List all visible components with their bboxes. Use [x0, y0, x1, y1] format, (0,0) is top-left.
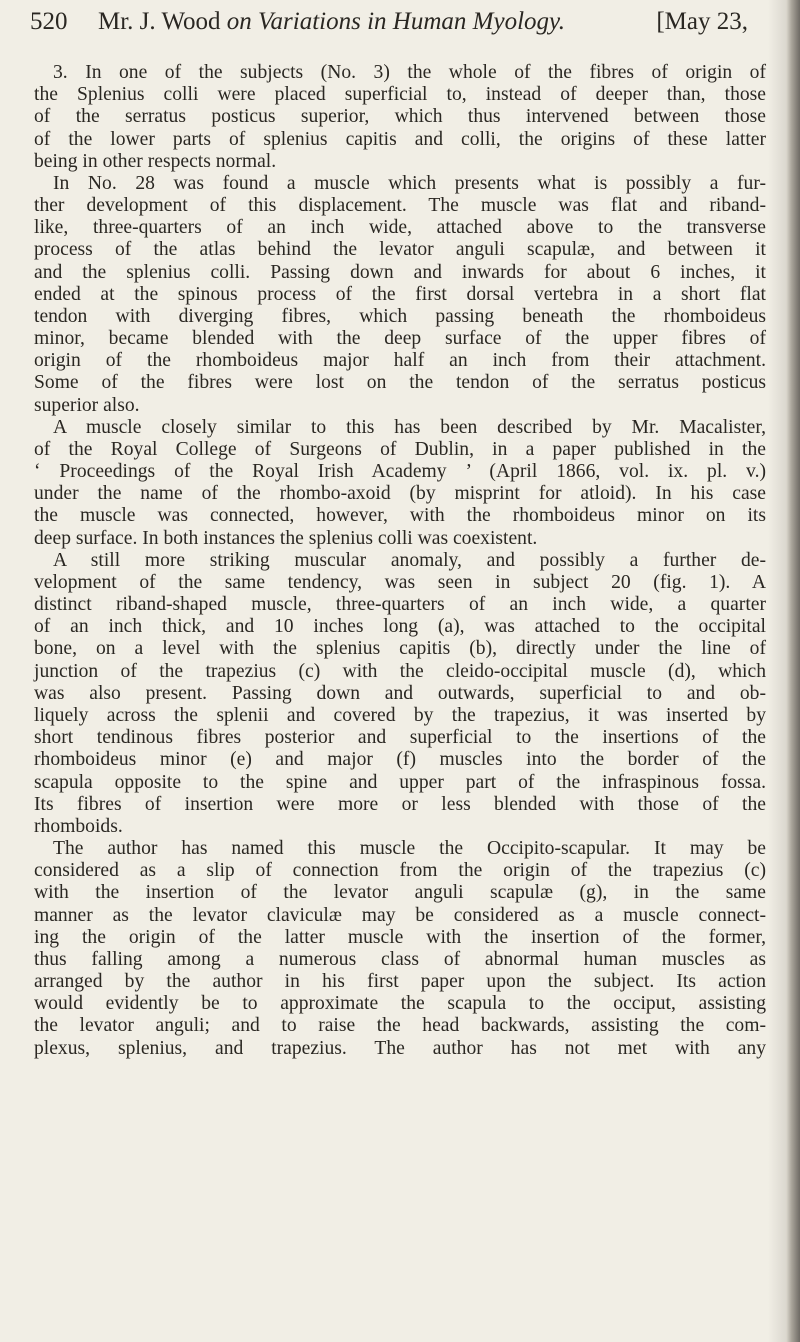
- body-text: [34, 62, 766, 1060]
- text-line: minor, became blended with the deep surface of the upper fibres of: [34, 328, 766, 350]
- text-line: ther development of this displacement. The muscle was flat and riband-: [34, 195, 766, 217]
- text-line: like, three-quarters of an inch wide, attached above to the transverse: [34, 217, 766, 239]
- text-line: origin of the rhomboideus major half an inch from their attachment.: [34, 350, 766, 372]
- text-line: was also present. Passing down and outwards, superficial to and ob-: [34, 682, 766, 704]
- text-line: tendon with diverging fibres, which passing beneath the rhomboideus: [34, 305, 766, 327]
- text-line: 3. In one of the subjects (No. 3) the whole of the fibres of origin of: [53, 62, 766, 83]
- text-line: manner as the levator claviculæ may be considered as a muscle connect-: [34, 904, 766, 926]
- text-line: Its fibres of insertion were more or less blended with those of the: [34, 793, 766, 815]
- book-edge: [786, 0, 800, 1342]
- text-line: ing the origin of the latter muscle with the insertion of the former,: [34, 926, 766, 948]
- text-line: A still more striking muscular anomaly, and possibly a further de-: [53, 549, 766, 571]
- text-line: superior also.: [34, 394, 140, 416]
- running-title: [98, 4, 565, 40]
- text-line: short tendinous fibres posterior and superficial to the insertions of the: [34, 727, 766, 749]
- text-line: The author has named this muscle the Occipito-scapular. It may be: [53, 838, 766, 860]
- text-line: deep surface. In both instances the splenius colli was coexistent.: [34, 527, 538, 549]
- text-line: being in other respects normal.: [34, 150, 277, 172]
- running-title-author: Mr. J. Wood: [98, 8, 227, 35]
- text-line: considered as a slip of connection from the origin of the trapezius (c): [34, 860, 766, 882]
- text-line: scapula opposite to the spine and upper part of the infraspinous fossa.: [34, 771, 766, 793]
- text-line: bone, on a level with the splenius capitis (b), directly under the line of: [34, 638, 766, 660]
- text-line: the muscle was connected, however, with the rhomboideus minor on its: [34, 505, 766, 527]
- text-line: of an inch thick, and 10 inches long (a), was attached to the occipital: [34, 616, 766, 638]
- text-line: Some of the fibres were lost on the tendon of the serratus posticus: [34, 372, 766, 394]
- text-line: liquely across the splenii and covered by the trapezius, it was inserted by: [34, 704, 766, 726]
- page-gutter-shadow: [768, 0, 786, 1342]
- text-line: with the insertion of the levator anguli scapulæ (g), in the same: [34, 882, 766, 904]
- text-line: velopment of the same tendency, was seen in subject 20 (fig. 1). A: [34, 571, 766, 593]
- text-line: ended at the spinous process of the first dorsal vertebra in a short flat: [34, 283, 766, 305]
- running-header: [30, 4, 770, 40]
- text-line: and the splenius colli. Passing down and inwards for about 6 inches, it: [34, 261, 766, 283]
- text-line: rhomboideus minor (e) and major (f) muscles into the border of the: [34, 749, 766, 771]
- text-line: of the serratus posticus superior, which thus intervened between those: [34, 106, 766, 128]
- text-line: ‘ Proceedings of the Royal Irish Academy ’ (April 1866, vol. ix. pl. v.): [34, 461, 766, 483]
- text-line: the Splenius colli were placed superficial to, instead of deeper than, those: [34, 84, 766, 106]
- header-date: [May 23,: [656, 8, 748, 35]
- text-line: rhomboids.: [34, 815, 123, 837]
- running-title-italic: on Variations in Human Myology.: [226, 8, 565, 35]
- text-line: process of the atlas behind the levator anguli scapulæ, and between it: [34, 239, 766, 261]
- text-line: A muscle closely similar to this has been described by Mr. Macalister,: [53, 416, 766, 438]
- text-line: of the lower parts of splenius capitis and colli, the origins of these latter: [34, 128, 766, 150]
- text-line: plexus, splenius, and trapezius. The author has not met with any: [34, 1037, 766, 1059]
- text-line: would evidently be to approximate the scapula to the occiput, assisting: [34, 993, 766, 1015]
- text-line: distinct riband-shaped muscle, three-quarters of an inch wide, a quarter: [34, 594, 766, 616]
- text-line: of the Royal College of Surgeons of Dublin, in a paper published in the: [34, 438, 766, 460]
- text-line: junction of the trapezius (c) with the cleido-occipital muscle (d), which: [34, 660, 766, 682]
- text-line: thus falling among a numerous class of abnormal human muscles as: [34, 948, 766, 970]
- text-line: In No. 28 was found a muscle which presents what is possibly a fur-: [53, 172, 766, 194]
- text-line: arranged by the author in his first paper upon the subject. Its action: [34, 971, 766, 993]
- text-line: the levator anguli; and to raise the head backwards, assisting the com-: [34, 1015, 766, 1037]
- page-number: 520: [30, 8, 68, 35]
- text-line: under the name of the rhombo-axoid (by misprint for atloid). In his case: [34, 483, 766, 505]
